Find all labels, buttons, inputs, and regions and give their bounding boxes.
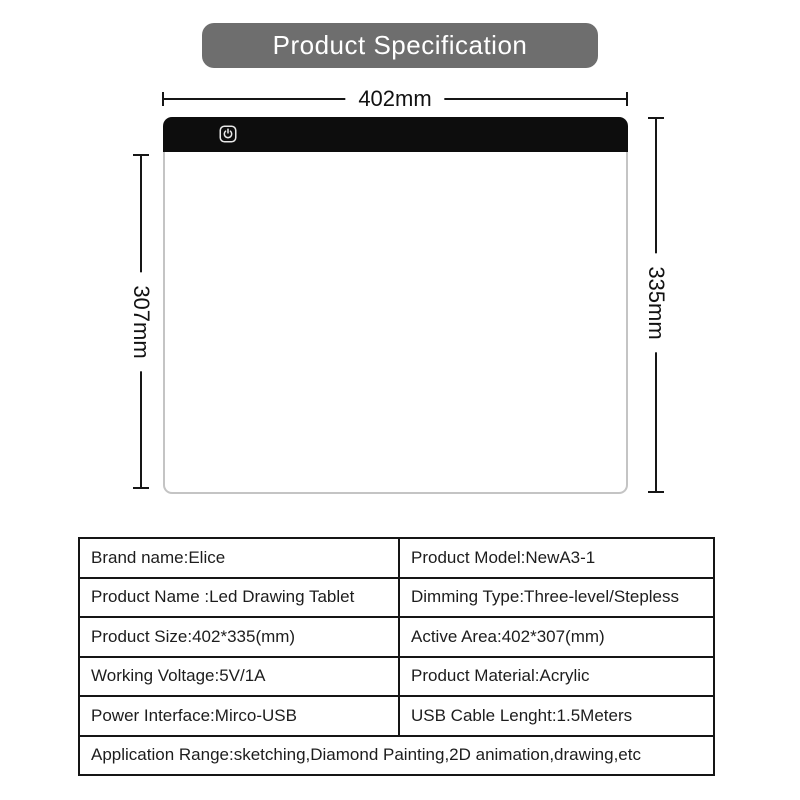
tablet-top-bezel: [163, 117, 628, 152]
spec-cell: Product Model:NewA3-1: [399, 538, 714, 578]
spec-cell: Application Range:sketching,Diamond Painting,2D animation,drawing,etc: [79, 736, 714, 776]
overall-height-dimension-label: 335mm: [643, 253, 669, 352]
table-row-name-dimming: [79, 578, 714, 618]
spec-cell: Power Interface:Mirco-USB: [79, 696, 399, 736]
spec-table: [78, 537, 715, 776]
spec-cell: Product Size:402*335(mm): [79, 617, 399, 657]
banner: [202, 23, 598, 68]
width-dimension-label: 402mm: [345, 86, 444, 112]
dimension-tick: [626, 92, 628, 106]
table-row-brand-model: [79, 538, 714, 578]
spec-cell: Product Material:Acrylic: [399, 657, 714, 697]
active-height-dimension-label: 307mm: [128, 272, 154, 371]
tablet-diagram: [163, 117, 628, 494]
table-row-interface-cable: [79, 696, 714, 736]
spec-cell: Working Voltage:5V/1A: [79, 657, 399, 697]
spec-cell: USB Cable Lenght:1.5Meters: [399, 696, 714, 736]
dimension-tick: [162, 92, 164, 106]
spec-cell: Active Area:402*307(mm): [399, 617, 714, 657]
dimension-tick: [133, 154, 149, 156]
spec-cell: Product Name :Led Drawing Tablet: [79, 578, 399, 618]
tablet-drawing-area: [163, 152, 628, 494]
table-row-voltage-material: [79, 657, 714, 697]
spec-cell: Dimming Type:Three-level/Stepless: [399, 578, 714, 618]
table-row-application-range: [79, 736, 714, 776]
table-row-size-area: [79, 617, 714, 657]
dimension-tick: [648, 491, 664, 493]
power-icon: [219, 125, 237, 143]
page-title: Product Specification: [272, 30, 528, 60]
spec-cell: Brand name:Elice: [79, 538, 399, 578]
dimension-tick: [648, 117, 664, 119]
dimension-tick: [133, 487, 149, 489]
